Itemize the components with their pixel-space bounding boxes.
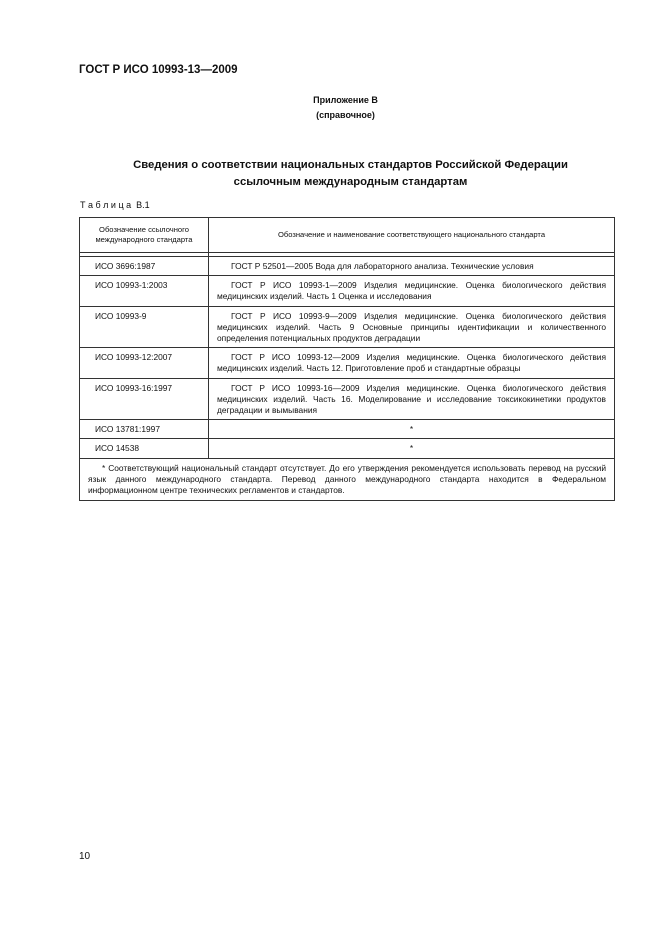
standards-correspondence-table bbox=[79, 217, 615, 501]
iso-designation: ИСО 13781:1997 bbox=[80, 420, 209, 439]
header-international-standard: Обозначение ссылочного международного стандарта bbox=[80, 218, 209, 253]
iso-designation: ИСО 10993-9 bbox=[80, 306, 209, 348]
document-code-header: ГОСТ Р ИСО 10993-13—2009 bbox=[79, 64, 238, 76]
header-national-standard: Обозначение и наименование соответствующего национального стандарта bbox=[209, 218, 615, 253]
table-row bbox=[80, 348, 615, 378]
table-row bbox=[80, 306, 615, 348]
table-row bbox=[80, 276, 615, 306]
table-row bbox=[80, 420, 615, 439]
section-title-line-1: Сведения о соответствии национальных стандартов Российской Федерации bbox=[133, 159, 568, 171]
table-caption: Т а б л и ц а В.1 bbox=[80, 200, 150, 210]
table-row bbox=[80, 439, 615, 458]
appendix-heading bbox=[0, 93, 661, 123]
section-title bbox=[0, 157, 661, 191]
appendix-title: Приложение В bbox=[313, 95, 378, 105]
section-title-line-2: ссылочным международным стандартам bbox=[233, 176, 468, 188]
iso-designation: ИСО 3696:1987 bbox=[80, 257, 209, 276]
table-footnote: * Соответствующий национальный стандарт отсутствует. До его утверждения рекомендуется использовать перевод на русский язык данного международного стандарта. Перевод данного международного стандарта находится в Федеральном информационном центре технических регламентов и стандартов. bbox=[80, 458, 615, 501]
table-row bbox=[80, 257, 615, 276]
table-footnote-row bbox=[80, 458, 615, 501]
gost-designation: ГОСТ Р 52501—2005 Вода для лабораторного анализа. Технические условия bbox=[209, 257, 615, 276]
iso-designation: ИСО 14538 bbox=[80, 439, 209, 458]
gost-designation: ГОСТ Р ИСО 10993-9—2009 Изделия медицинские. Оценка биологического действия медицинских изделий. Часть 9 Основные принципы идентификации и количественного определения потенциальных продуктов деградации bbox=[209, 306, 615, 348]
appendix-subtitle: (справочное) bbox=[316, 110, 375, 120]
table-row bbox=[80, 378, 615, 420]
table-header-row bbox=[80, 218, 615, 253]
gost-absent-marker: * bbox=[209, 420, 615, 439]
page-number: 10 bbox=[79, 851, 91, 862]
gost-absent-marker: * bbox=[209, 439, 615, 458]
iso-designation: ИСО 10993-1:2003 bbox=[80, 276, 209, 306]
gost-designation: ГОСТ Р ИСО 10993-1—2009 Изделия медицинские. Оценка биологического действия медицинских изделий. Часть 1 Оценка и исследования bbox=[209, 276, 615, 306]
gost-designation: ГОСТ Р ИСО 10993-12—2009 Изделия медицинские. Оценка биологического действия медицинских изделий. Часть 12. Приготовление проб и стандартные образцы bbox=[209, 348, 615, 378]
gost-designation: ГОСТ Р ИСО 10993-16—2009 Изделия медицинские. Оценка биологического действия медицинских изделий. Часть 16. Моделирование и исследование токсикокинетики продуктов деградации и вымывания bbox=[209, 378, 615, 420]
iso-designation: ИСО 10993-12:2007 bbox=[80, 348, 209, 378]
iso-designation: ИСО 10993-16:1997 bbox=[80, 378, 209, 420]
